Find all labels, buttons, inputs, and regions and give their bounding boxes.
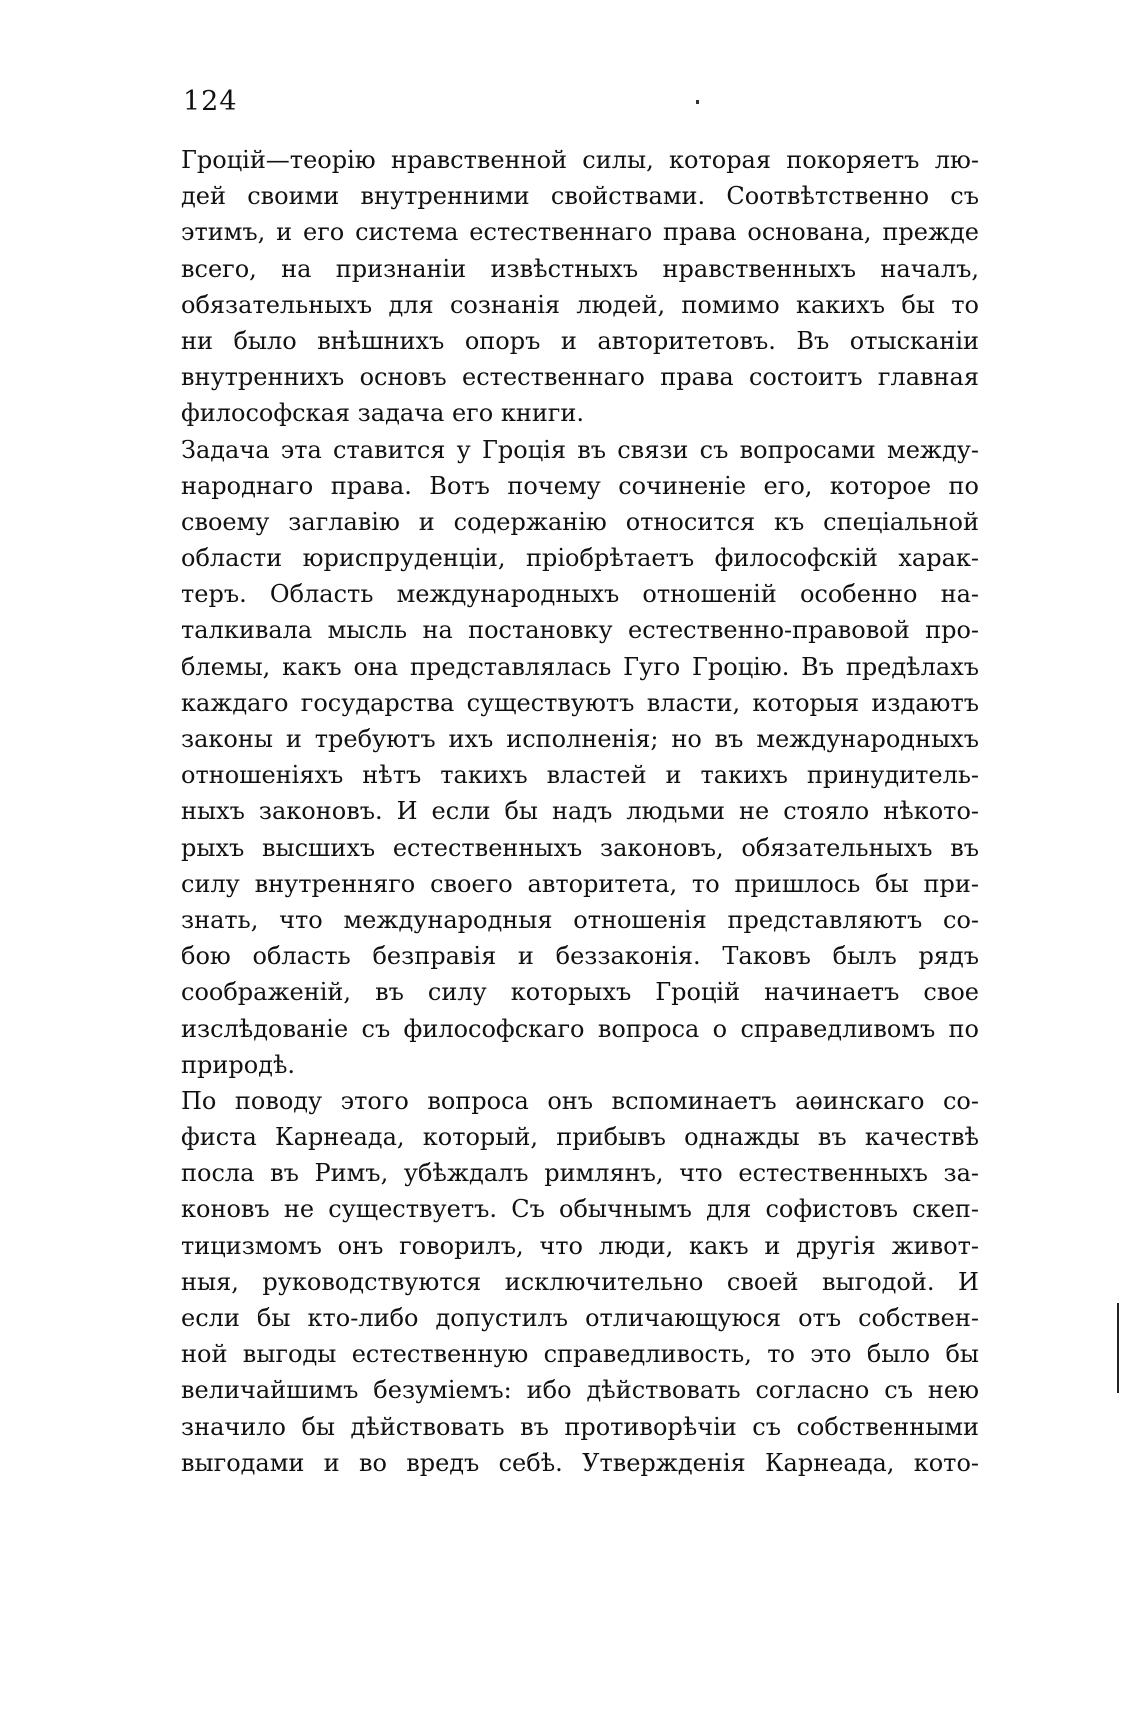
text-line: ныхъ законовъ. И если бы надъ людьми не стояло нѣкото- [181,797,979,826]
text-line: изслѣдованіе съ философскаго вопроса о справедливомъ по [181,1014,979,1043]
text-line: блемы, какъ она представлялась Гуго Гроцію. Въ предѣлахъ [181,652,979,681]
text-line: значило бы дѣйствовать въ противорѣчіи съ собственными [181,1412,979,1441]
text-line: бою область безправія и беззаконія. Таковъ былъ рядъ [181,942,979,971]
text-line: знать, что международныя отношенія представляютъ со- [181,905,979,934]
text-line: природѣ. [181,1050,296,1079]
text-line: всего, на признаніи извѣстныхъ нравственныхъ началъ, [181,254,979,283]
text-line: выгодами и во вредъ себѣ. Утвержденія Карнеада, кото- [181,1448,979,1477]
text-line: если бы кто-либо допустилъ отличающуюся отъ собствен- [181,1304,979,1332]
text-line: тицизмомъ онъ говорилъ, что люди, какъ и другія живот- [181,1231,979,1260]
text-line: этимъ, и его система естественнаго права основана, прежде [181,218,979,247]
text-line: ни было внѣшнихъ опоръ и авторитетовъ. Въ отысканіи [181,326,979,355]
body-text [181,142,979,1481]
text-line: ной выгоды естественную справедливость, то это было бы [181,1340,979,1369]
text-line: Задача эта ставится у Гроція въ связи съ вопросами между- [181,435,979,464]
text-line: посла въ Римъ, убѣждалъ римлянъ, что естественныхъ за- [181,1159,979,1188]
print-speck [696,100,699,104]
text-line: народнаго права. Вотъ почему сочиненіе его, которое по [181,471,979,500]
text-line: По поводу этого вопроса онъ вспоминаетъ аѳинскаго со- [181,1086,979,1115]
text-line: внутреннихъ основъ естественнаго права состоитъ главная [181,363,979,392]
text-line: ныя, руководствуются исключительно своей выгодой. И [181,1267,979,1296]
text-line: силу внутренняго своего авторитета, то пришлось бы при- [181,869,979,898]
text-line: теръ. Область международныхъ отношеній особенно на- [181,580,979,609]
text-line: коновъ не существуетъ. Съ обычнымъ для софистовъ скеп- [181,1195,979,1224]
text-line: отношеніяхъ нѣтъ такихъ властей и такихъ принудитель- [181,761,979,790]
text-line: философская задача его книги. [181,399,585,428]
page-number: 124 [183,86,238,117]
text-line: рыхъ высшихъ естественныхъ законовъ, обязательныхъ въ [181,833,979,862]
text-line: законы и требуютъ ихъ исполненія; но въ международныхъ [181,725,979,753]
text-line: каждаго государства существуютъ власти, которыя издаютъ [181,688,979,717]
text-line: Гроцій—теорію нравственной силы, которая покоряетъ лю- [181,146,979,174]
text-line: своему заглавію и содержанію относится къ спеціальной [181,507,979,536]
text-line: обязательныхъ для сознанія людей, помимо какихъ бы то [181,290,979,319]
text-line: талкивала мысль на постановку естественно-правовой про- [181,616,979,645]
text-line: величайшимъ безуміемъ: ибо дѣйствовать согласно съ нею [181,1376,979,1405]
margin-rule [1117,1303,1119,1393]
text-line: области юриспруденціи, пріобрѣтаетъ философскій харак- [181,544,979,573]
text-line: фиста Карнеада, который, прибывъ однажды въ качествѣ [181,1123,979,1152]
text-line: дей своими внутренними свойствами. Соотвѣтственно съ [181,182,979,211]
text-line: соображеній, въ силу которыхъ Гроцій начинаетъ свое [181,978,979,1007]
